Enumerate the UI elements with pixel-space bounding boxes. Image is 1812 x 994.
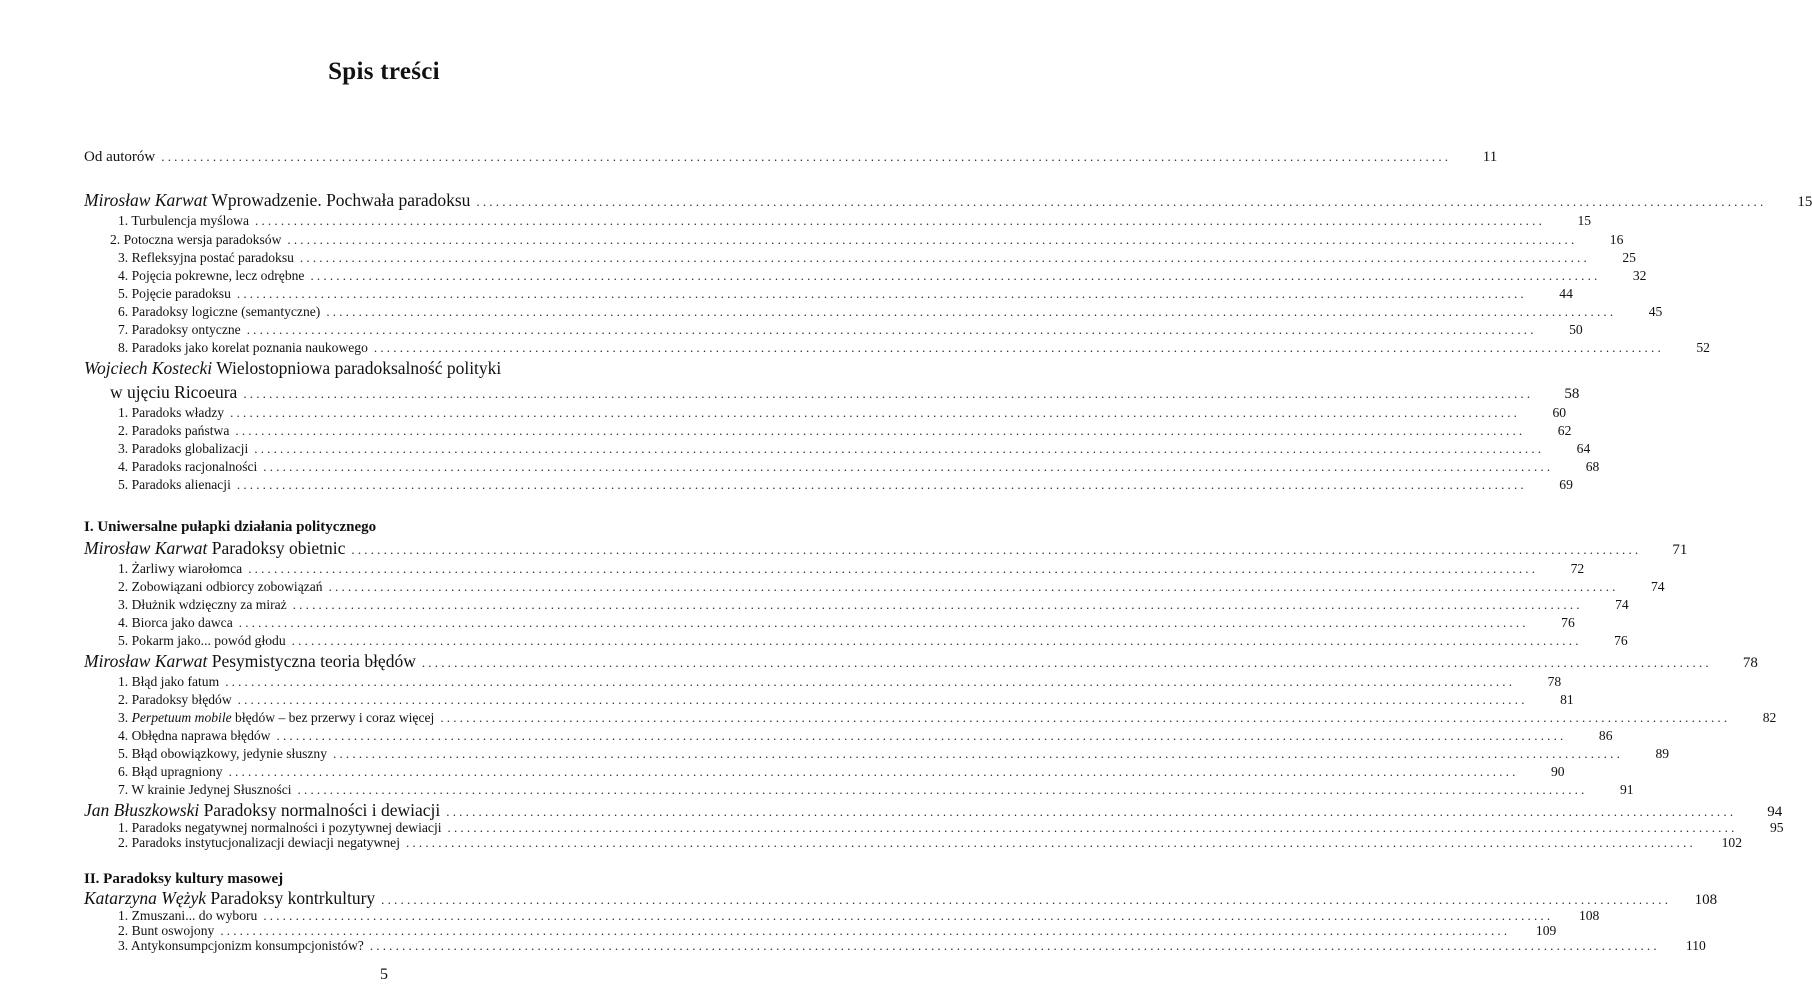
dot-leader: ........................................................................................................................................................................................................ [447,819,1738,835]
toc-chapter-4 [84,651,1758,672]
subentry-page: 89 [1655,746,1670,761]
dot-leader: ........................................................................................................................................................................................................ [291,633,1582,648]
subentry-page: 16 [1609,232,1624,247]
subentry-page: 109 [1535,922,1557,938]
dot-leader: ........................................................................................................................................................................................................ [297,782,1588,797]
toc-subentry [118,907,1600,924]
chapter-title-cont: w ujęciu Ricoeura [110,382,238,402]
toc-chapter-2 [84,358,684,379]
subentry-rest: błędów – bez przerwy i coraz więcej [231,710,435,725]
dot-leader: ........................................................................................................................................................................................................ [243,386,1534,401]
subentry-page: 102 [1721,835,1742,851]
toc-chapter-2-cont [110,382,1580,403]
toc-subentry [118,213,1592,229]
subentry-page: 25 [1622,250,1636,265]
dot-leader: ........................................................................................................................................................................................................ [476,194,1767,209]
chapter-page: 108 [1694,891,1718,908]
part-heading-2: II. Paradoksy kultury masowej [84,871,284,888]
subentry-page: 68 [1585,459,1600,474]
dot-leader: ........................................................................................................................................................................................................ [310,268,1601,283]
subentry-page: 90 [1551,764,1565,779]
subentry-text: 4. Paradoks racjonalności [118,459,258,474]
dot-leader: ........................................................................................................................................................................................................ [328,579,1619,594]
dot-leader: ........................................................................................................................................................................................................ [248,561,1539,576]
dot-leader: ........................................................................................................................................................................................................ [276,728,1567,743]
dot-leader: ........................................................................................................................................................................................................ [263,907,1554,923]
toc-subentry [118,819,1784,836]
dot-leader: ........................................................................................................................................................................................................ [236,477,1527,492]
dot-leader: ........................................................................................................................................................................................................ [421,655,1712,670]
subentry-page: 64 [1576,441,1591,456]
chapter-title: Paradoksy obietnic [211,538,346,558]
subentry-page: 86 [1598,728,1613,743]
toc-subentry [118,746,1670,762]
toc-chapter-5 [84,800,1783,821]
toc-subentry [118,782,1634,798]
toc-subentry [118,477,1573,493]
subentry-text: 3. Dłużnik wdzięczny za miraż [118,597,287,612]
chapter-title: Pesymistyczna teoria błędów [211,651,416,671]
subentry-text: 1. Żarliwy wiarołomca [118,561,243,576]
subentry-page: 91 [1619,782,1634,797]
toc-entry-text: Od autorów [84,149,156,165]
toc-subentry [118,835,1742,851]
subentry-text: 7. W krainie Jedynej Słuszności [118,782,292,797]
chapter-author: Mirosław Karwat [84,538,208,558]
subentry-page: 81 [1560,692,1574,707]
subentry-text: 4. Obłędna naprawa błędów [118,728,271,743]
subentry-page: 74 [1615,597,1629,612]
chapter-title: Paradoksy normalności i dewiacji [203,800,441,820]
subentry-page: 50 [1569,322,1583,337]
toc-subentry [118,286,1573,302]
toc-subentry [118,579,1665,595]
subentry-number: 3. [118,710,132,725]
subentry-page: 32 [1632,268,1647,283]
subentry-text: 3. Antykonsumpcjonizm konsumpcjonistów? [118,938,364,954]
dot-leader: ........................................................................................................................................................................................................ [161,149,1452,164]
toc-subentry [118,633,1628,649]
dot-leader: ........................................................................................................................................................................................................ [287,232,1578,247]
dot-leader: ........................................................................................................................................................................................................ [255,213,1546,228]
subentry-text: 2. Paradoksy błędów [118,692,232,707]
subentry-text: 1. Paradoks negatywnej normalności i pozytywnej dewiacji [118,819,442,835]
subentry-text: 5. Pokarm jako... powód głodu [118,633,286,648]
subentry-page: 44 [1559,286,1573,301]
chapter-title: Wprowadzenie. Pochwała paradoksu [211,190,471,210]
subentry-page: 52 [1696,340,1710,355]
subentry-text: 4. Pojęcia pokrewne, lecz odrębne [118,268,305,283]
subentry-page: 45 [1648,304,1663,319]
dot-leader: ........................................................................................................................................................................................................ [238,615,1529,630]
subentry-text: 2. Bunt oswojony [118,922,215,938]
toc-subentry [118,710,1777,726]
toc-subentry [118,340,1710,356]
subentry-text: 1. Paradoks władzy [118,405,225,420]
toc-subentry [118,423,1572,439]
toc-entry-intro [84,149,1498,166]
toc-entry-page: 11 [1482,149,1498,165]
subentry-text [118,710,434,726]
toc-subentry [118,459,1600,475]
dot-leader: ........................................................................................................................................................................................................ [230,405,1521,420]
toc-subentry [118,615,1575,631]
toc-chapter-1 [84,190,1812,211]
chapter-page: 58 [1564,386,1580,402]
dot-leader: ........................................................................................................................................................................................................ [299,250,1590,265]
subentry-text: 5. Pojęcie paradoksu [118,286,231,301]
dot-leader: ........................................................................................................................................................................................................ [351,542,1642,557]
subentry-text: 6. Błąd upragniony [118,764,223,779]
chapter-author: Wojciech Kostecki [84,358,213,378]
toc-subentry [118,597,1629,613]
dot-leader: ........................................................................................................................................................................................................ [326,304,1617,319]
dot-leader: ........................................................................................................................................................................................................ [220,922,1511,938]
dot-leader: ........................................................................................................................................................................................................ [440,710,1731,725]
subentry-text: 2. Paradoks instytucjonalizacji dewiacji negatywnej [118,835,400,851]
toc-subentry [118,322,1583,338]
subentry-text: 2. Potoczna wersja paradoksów [110,232,282,247]
toc-subentry [118,728,1613,744]
chapter-title: Wielostopniowa paradoksalność polityki [216,358,502,378]
subentry-page: 74 [1651,579,1665,594]
toc-subentry [118,441,1591,457]
subentry-text: 1. Błąd jako fatum [118,674,220,689]
part-heading-1: I. Uniwersalne pułapki działania politycznego [84,519,377,535]
subentry-text: 3. Refleksyjna postać paradoksu [118,250,294,265]
toc-subentry [110,232,1624,248]
toc-subentry [118,405,1567,421]
subentry-text: 7. Paradoksy ontyczne [118,322,241,337]
subentry-text: 1. Zmuszani... do wyboru [118,907,258,923]
chapter-title: Paradoksy kontrkultury [210,887,376,908]
subentry-text: 8. Paradoks jako korelat poznania naukowego [118,340,368,355]
subentry-page: 72 [1570,561,1585,576]
dot-leader: ........................................................................................................................................................................................................ [237,692,1528,707]
chapter-page: 78 [1742,655,1758,671]
subentry-text: 3. Paradoks globalizacji [118,441,249,456]
toc-subentry [118,561,1585,577]
toc-subentry [118,922,1557,939]
toc-subentry [118,304,1663,320]
subentry-page: 95 [1769,819,1784,835]
chapter-author: Jan Błuszkowski [84,800,200,820]
subentry-text: 2. Paradoks państwa [118,423,230,438]
subentry-page: 69 [1559,477,1573,492]
subentry-page: 76 [1614,633,1628,648]
toc-subentry [118,250,1636,266]
chapter-author: Mirosław Karwat [84,651,208,671]
chapter-author: Mirosław Karwat [84,190,208,210]
dot-leader: ........................................................................................................................................................................................................ [446,804,1737,819]
subentry-page: 62 [1557,423,1572,438]
dot-leader: ........................................................................................................................................................................................................ [235,423,1526,438]
chapter-page: 94 [1767,804,1783,820]
subentry-page: 82 [1762,710,1777,725]
subentry-page: 76 [1561,615,1575,630]
subentry-text: 2. Zobowiązani odbiorcy zobowiązań [118,579,323,594]
dot-leader: ........................................................................................................................................................................................................ [369,938,1660,954]
chapter-page: 15 [1797,194,1812,210]
subentry-text: 1. Turbulencja myślowa [118,213,250,228]
toc-subentry [118,692,1574,708]
dot-leader: ........................................................................................................................................................................................................ [405,835,1696,851]
dot-leader: ........................................................................................................................................................................................................ [333,746,1624,761]
subentry-page: 110 [1685,938,1706,954]
toc-subentry [118,938,1706,954]
subentry-text: 4. Biorca jako dawca [118,615,233,630]
chapter-page: 71 [1672,542,1688,558]
subentry-page: 60 [1552,405,1567,420]
dot-leader: ........................................................................................................................................................................................................ [236,286,1527,301]
dot-leader: ........................................................................................................................................................................................................ [292,597,1583,612]
page-title: Spis treści [328,58,440,85]
subentry-text: 6. Paradoksy logiczne (semantyczne) [118,304,321,319]
toc-subentry [118,764,1565,780]
dot-leader: ........................................................................................................................................................................................................ [373,340,1664,355]
subentry-text: 5. Paradoks alienacji [118,477,231,492]
toc-chapter-6 [84,887,1718,909]
dot-leader: ........................................................................................................................................................................................................ [254,441,1545,456]
dot-leader: ........................................................................................................................................................................................................ [246,322,1537,337]
toc-chapter-3 [84,538,1688,559]
dot-leader: ........................................................................................................................................................................................................ [225,674,1516,689]
dot-leader: ........................................................................................................................................................................................................ [228,764,1519,779]
dot-leader: ........................................................................................................................................................................................................ [381,891,1672,907]
subentry-text: 5. Błąd obowiązkowy, jedynie słuszny [118,746,328,761]
toc-subentry [118,674,1562,690]
page-number: 5 [380,966,388,983]
toc-subentry [118,268,1647,284]
subentry-page: 108 [1578,907,1600,923]
chapter-author: Katarzyna Wężyk [84,887,206,908]
subentry-italic: Perpetuum mobile [131,710,232,725]
dot-leader: ........................................................................................................................................................................................................ [263,459,1554,474]
subentry-page: 15 [1577,213,1592,228]
subentry-page: 78 [1547,674,1562,689]
